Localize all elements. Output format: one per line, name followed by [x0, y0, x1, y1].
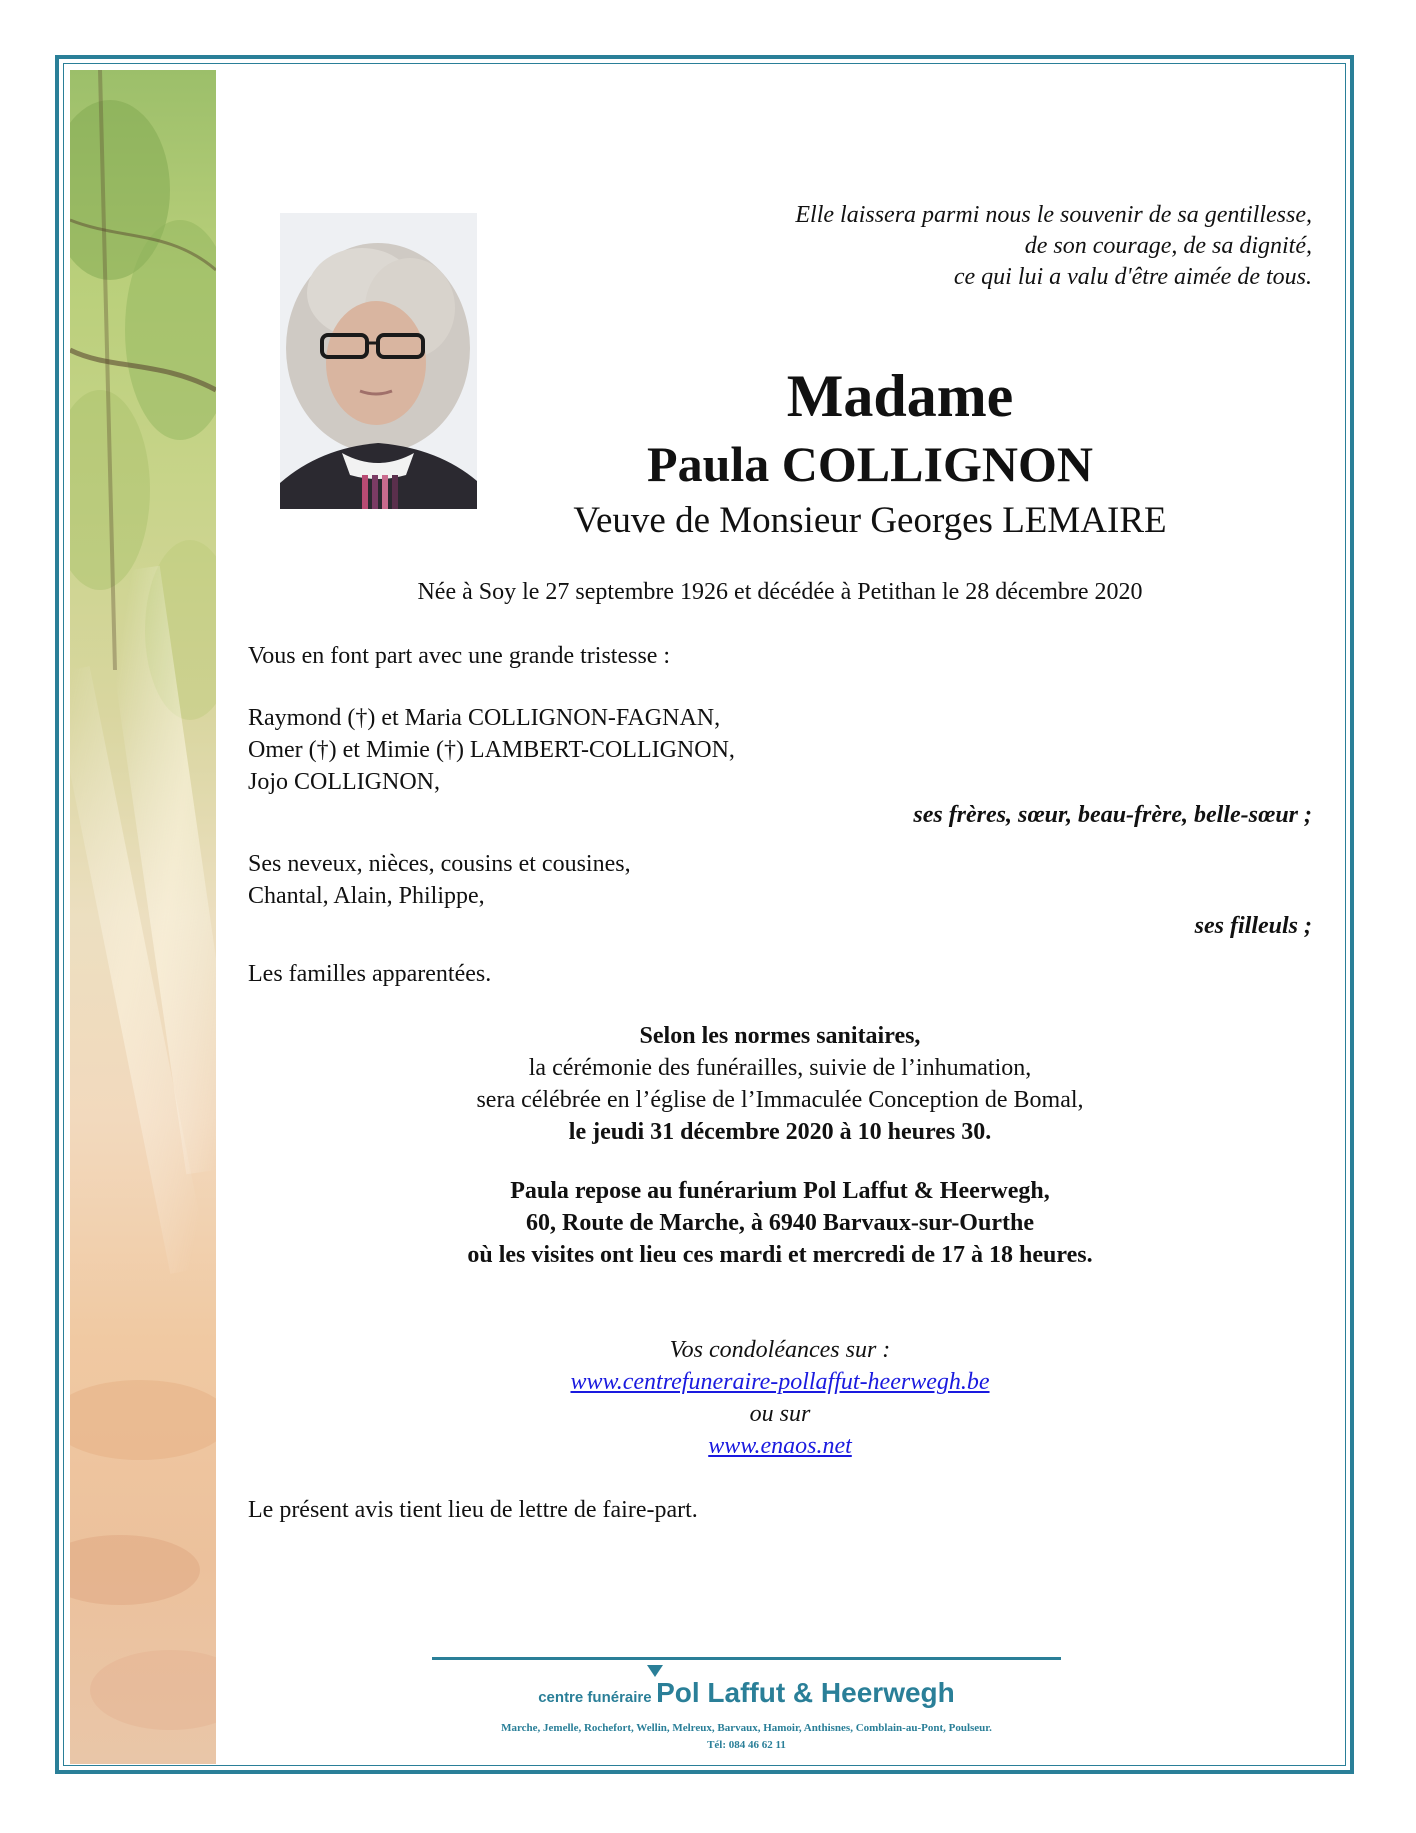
announce-line — [248, 640, 1308, 672]
siblings-list — [248, 702, 1308, 798]
birth-death-line: Née à Soy le 27 septembre 1926 et décédée à Petithan le 28 décembre 2020 — [417, 579, 1143, 605]
quote-line: de son courage, de sa dignité, — [1024, 233, 1312, 259]
godchildren-role: ses filleuls ; — [1194, 913, 1312, 939]
quote-line: ce qui lui a valu d'être aimée de tous. — [953, 264, 1312, 290]
visitation-line: 60, Route de Marche, à 6940 Barvaux-sur-Ourthe — [526, 1210, 1034, 1236]
portrait-photo — [280, 213, 477, 509]
ceremony-block — [280, 1020, 1280, 1148]
condolences-block — [280, 1334, 1280, 1462]
godchildren-line: Ses neveux, nièces, cousins et cousines, — [248, 851, 631, 877]
ceremony-line: la cérémonie des funérailles, suivie de l’inhumation, — [528, 1055, 1032, 1081]
announce-text: Vous en font part avec une grande tristesse : — [248, 643, 671, 669]
families-line — [248, 958, 1308, 990]
families-text: Les familles apparentées. — [248, 961, 492, 987]
condolences-or: ou sur — [749, 1401, 811, 1427]
visitation-line: Paula repose au funérarium Pol Laffut & Heerwegh, — [510, 1178, 1050, 1204]
logo-divider — [432, 1657, 1061, 1660]
funeral-home-logo — [432, 1677, 1061, 1709]
logo-prefix: centre funéraire — [538, 1689, 652, 1706]
ceremony-line: Selon les normes sanitaires, — [639, 1023, 921, 1049]
ceremony-date: le jeudi 31 décembre 2020 à 10 heures 30. — [568, 1119, 992, 1145]
footer-note — [248, 1494, 1308, 1526]
condolences-link-primary[interactable]: www.centrefuneraire-pollaffut-heerwegh.be — [570, 1369, 990, 1395]
ceremony-line: sera célébrée en l’église de l’Immaculée Conception de Bomal, — [476, 1087, 1084, 1113]
condolences-link-secondary[interactable]: www.enaos.net — [708, 1433, 852, 1459]
sibling-line: Omer (†) et Mimie (†) LAMBERT-COLLIGNON, — [248, 737, 735, 763]
logo-triangle-icon — [647, 1665, 663, 1677]
quote-line: Elle laissera parmi nous le souvenir de sa gentillesse, — [795, 202, 1312, 228]
honorific-title: Madame — [786, 363, 1014, 429]
widow-of-line: Veuve de Monsieur Georges LEMAIRE — [573, 500, 1167, 541]
visitation-block — [280, 1175, 1280, 1271]
sibling-line: Jojo COLLIGNON, — [248, 769, 440, 795]
footer-note-text: Le présent avis tient lieu de lettre de faire-part. — [248, 1497, 698, 1523]
godchildren-list — [248, 848, 1308, 912]
logo-phone: Tél: 084 46 62 11 — [707, 1739, 786, 1751]
condolences-intro: Vos condoléances sur : — [669, 1337, 891, 1363]
sibling-line: Raymond (†) et Maria COLLIGNON-FAGNAN, — [248, 705, 721, 731]
logo-details — [380, 1720, 1113, 1754]
logo-locations: Marche, Jemelle, Rochefort, Wellin, Melreux, Barvaux, Hamoir, Anthisnes, Comblain-au-Pont, Poulseur. — [501, 1722, 992, 1734]
logo-name: Pol Laffut & Heerwegh — [656, 1677, 955, 1708]
godchildren-line: Chantal, Alain, Philippe, — [248, 883, 485, 909]
quote-block — [612, 200, 1312, 293]
siblings-role: ses frères, sœur, beau-frère, belle-sœur ; — [913, 802, 1312, 828]
forest-path-image — [70, 70, 216, 1764]
visitation-line: où les visites ont lieu ces mardi et mercredi de 17 à 18 heures. — [467, 1242, 1093, 1268]
deceased-name: Paula COLLIGNON — [647, 436, 1093, 492]
